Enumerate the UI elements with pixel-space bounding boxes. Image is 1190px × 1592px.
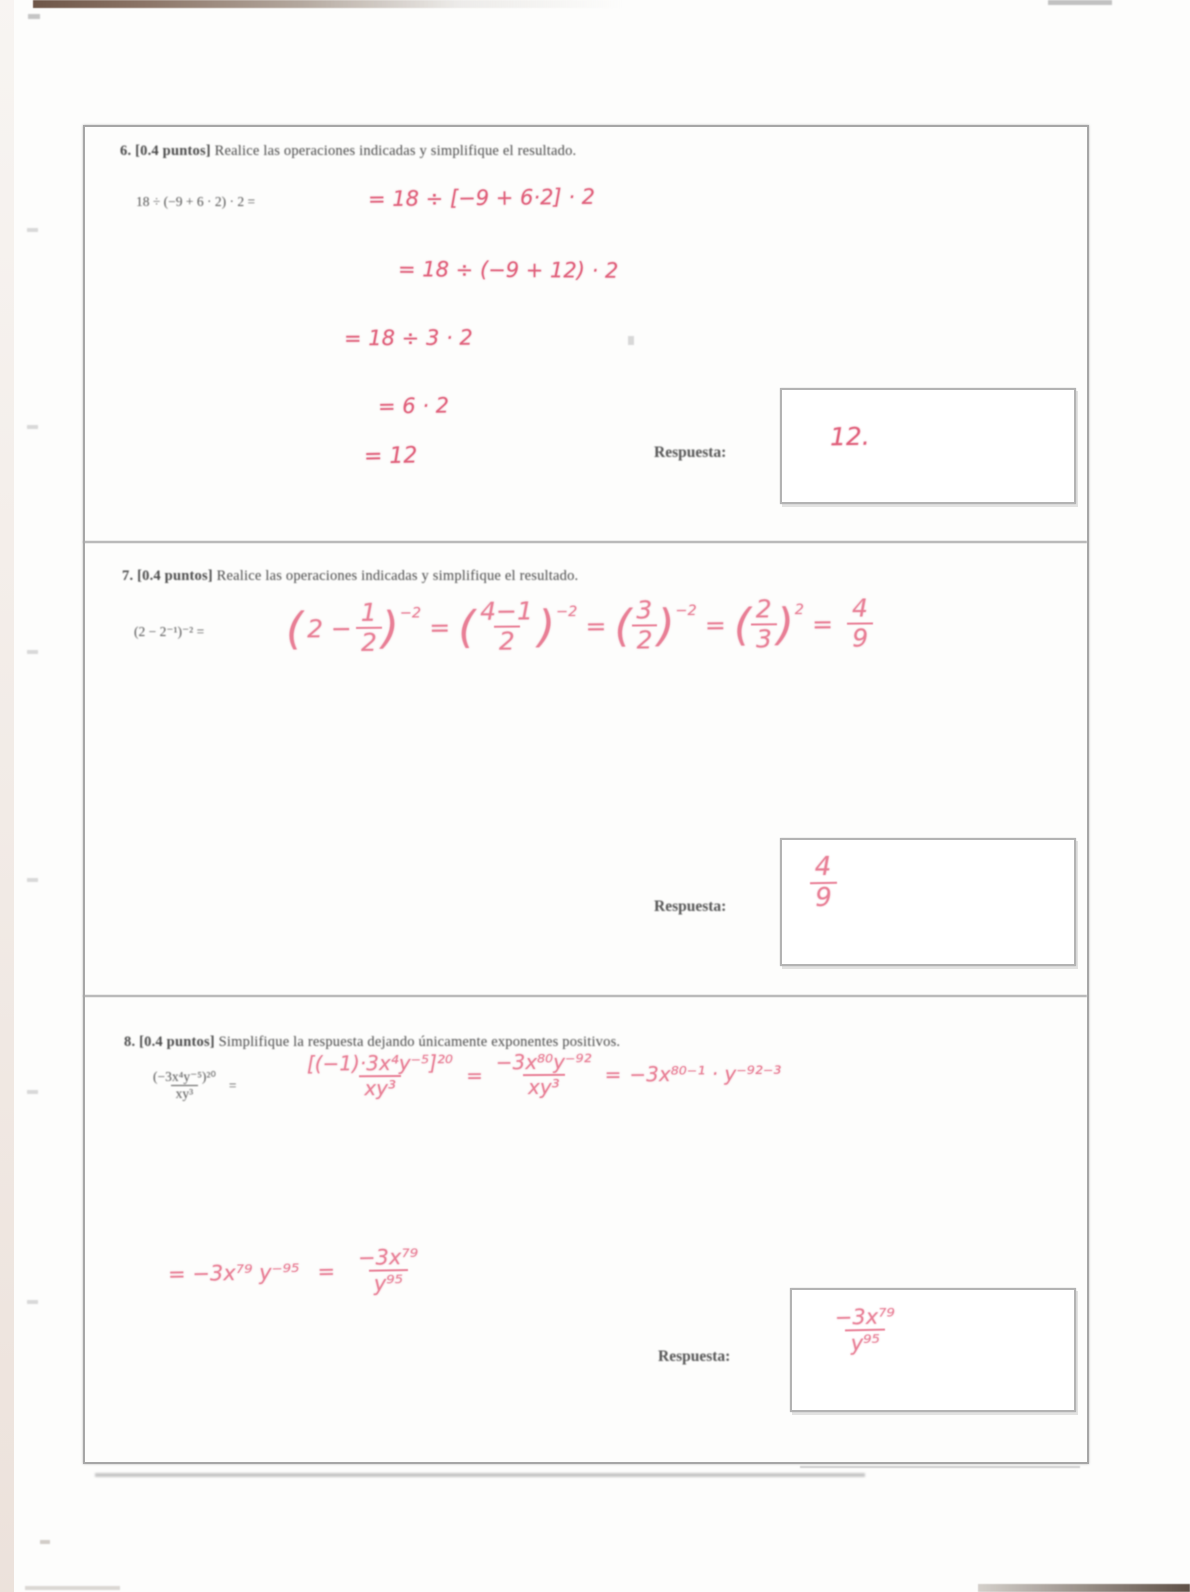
fraction	[847, 595, 873, 652]
answer-box-8	[790, 1288, 1076, 1412]
margin-tick	[40, 1540, 50, 1544]
answer-8-fraction	[830, 1305, 901, 1355]
problem-7-number: 7. [0.4 puntos]	[122, 568, 213, 584]
fraction-denominator: 9	[810, 882, 837, 913]
problem-7-header	[122, 568, 578, 585]
fraction-numerator: 1	[360, 597, 377, 627]
problem-6-number: 6. [0.4 puntos]	[120, 143, 211, 159]
hw-term	[458, 598, 578, 656]
fraction-numerator: −3x⁷⁹	[357, 1244, 419, 1270]
handwritten-work-line	[286, 595, 873, 657]
fraction-denominator: y⁹⁵	[369, 1269, 409, 1295]
fraction-numerator: 3	[636, 595, 653, 625]
handwritten-step: = 12	[363, 443, 418, 470]
fraction	[302, 1050, 458, 1101]
fraction	[148, 1070, 221, 1101]
open-paren: (	[457, 601, 476, 653]
fraction	[475, 598, 538, 655]
divider-1	[83, 541, 1087, 543]
problem-6-printed-expression: 18 ÷ (−9 + 6 · 2) · 2 =	[136, 194, 256, 209]
close-paren: )	[381, 602, 400, 654]
fraction-numerator: [(−1)·3x⁴y⁻⁵]²⁰	[306, 1050, 454, 1076]
scan-artifact-underbox-line-right	[800, 1466, 1080, 1468]
equals-sign: =	[465, 1063, 483, 1088]
answer-6-value: 12.	[829, 421, 871, 452]
open-paren: (	[285, 603, 304, 655]
exponent: −2	[675, 603, 697, 620]
margin-tick	[27, 1300, 38, 1304]
scan-speck	[628, 336, 634, 345]
problem-6-header	[120, 143, 576, 160]
handwritten-step: = 18 ÷ (−9 + 12) · 2	[397, 257, 619, 283]
scan-artifact-left-edge	[0, 0, 14, 1592]
margin-tick	[27, 228, 38, 232]
fraction	[356, 597, 382, 658]
fraction	[491, 1049, 597, 1100]
fraction-numerator: 4	[814, 851, 832, 883]
handwritten-work-row-2	[168, 1246, 424, 1299]
close-paren: )	[537, 600, 556, 653]
divider-2	[83, 995, 1087, 997]
margin-tick	[28, 14, 40, 19]
problem-8-number: 8. [0.4 puntos]	[124, 1034, 215, 1050]
answer-7-fraction	[809, 851, 837, 914]
handwritten-step: = 6 · 2	[377, 393, 450, 419]
equals-sign: =	[585, 611, 607, 641]
fraction-numerator: 4−1	[480, 596, 534, 626]
fraction-numerator: 2	[755, 594, 772, 624]
fraction	[353, 1246, 424, 1295]
hw-term	[614, 597, 697, 654]
problem-6-instruction: Realice las operaciones indicadas y simplifique el resultado.	[210, 143, 577, 159]
fraction	[631, 597, 657, 654]
handwritten-work-row-1	[302, 1050, 782, 1099]
handwritten-step: = 18 ÷ 3 · 2	[343, 325, 473, 351]
handwritten-step: = 18 ÷ [−9 + 6·2] · 2	[367, 184, 596, 212]
scan-artifact-top-right-strip	[1048, 0, 1112, 5]
fraction-numerator: (−3x⁴y⁻⁵)²⁰	[153, 1069, 216, 1084]
term-text: = −3x⁷⁹ y⁻⁹⁵	[167, 1259, 300, 1287]
problem-8-instruction: Simplifique la respuesta dejando únicamente exponentes positivos.	[214, 1034, 621, 1050]
fraction-denominator: 2	[494, 626, 520, 655]
answer-box-7	[780, 838, 1076, 966]
problem-7-instruction: Realice las operaciones indicadas y simplifique el resultado.	[212, 568, 579, 584]
scan-artifact-bottom-left-line	[25, 1586, 120, 1590]
fraction-numerator: −3x⁸⁰y⁻⁹²	[495, 1049, 592, 1075]
open-paren: (	[614, 600, 632, 652]
fraction-denominator: xy³	[171, 1085, 199, 1101]
margin-tick	[27, 650, 38, 654]
respuesta-label-8: Respuesta:	[658, 1348, 731, 1365]
fraction-denominator: xy³	[523, 1074, 565, 1098]
fraction-denominator: 9	[847, 623, 873, 652]
equals-sign: =	[317, 1259, 336, 1284]
fraction-denominator: xy³	[359, 1075, 401, 1099]
exponent: 2	[794, 602, 805, 619]
equals-sign: =	[228, 1077, 237, 1093]
respuesta-label-7: Respuesta:	[654, 898, 727, 915]
respuesta-label-6: Respuesta:	[654, 444, 727, 461]
equals-sign: =	[604, 1062, 622, 1087]
margin-tick	[27, 878, 38, 882]
fraction-numerator: 4	[851, 593, 868, 623]
fraction-numerator: −3x⁷⁹	[834, 1304, 896, 1330]
equals-sign: =	[704, 610, 726, 640]
exponent: −2	[399, 605, 422, 623]
hw-term	[734, 596, 805, 653]
margin-tick	[27, 425, 38, 429]
equals-sign: =	[812, 609, 834, 639]
scan-artifact-bottom-right-strip	[978, 1584, 1190, 1592]
scan-artifact-top-strip	[33, 0, 623, 8]
margin-tick	[27, 1090, 38, 1094]
fraction	[751, 596, 777, 653]
answer-box-6	[780, 388, 1076, 504]
exponent: −2	[555, 604, 578, 621]
problem-8-printed-expression	[148, 1070, 244, 1101]
fraction-denominator: y⁹⁵	[845, 1329, 885, 1355]
open-paren: (	[733, 599, 752, 651]
term-text: −3x⁸⁰⁻¹ · y⁻⁹²⁻³	[629, 1061, 782, 1087]
scan-artifact-underbox-shadow	[95, 1473, 865, 1477]
problem-7-printed-expression: (2 − 2⁻¹)⁻² =	[134, 624, 205, 639]
equals-sign: =	[429, 612, 451, 643]
fraction-denominator: 2	[632, 625, 658, 654]
close-paren: )	[657, 599, 675, 651]
close-paren: )	[776, 598, 795, 650]
fraction-denominator: 3	[751, 624, 777, 653]
hw-term	[286, 599, 422, 657]
problem-8-header	[124, 1034, 620, 1051]
term-text: 2 −	[306, 613, 353, 644]
fraction-denominator: 2	[356, 627, 382, 656]
